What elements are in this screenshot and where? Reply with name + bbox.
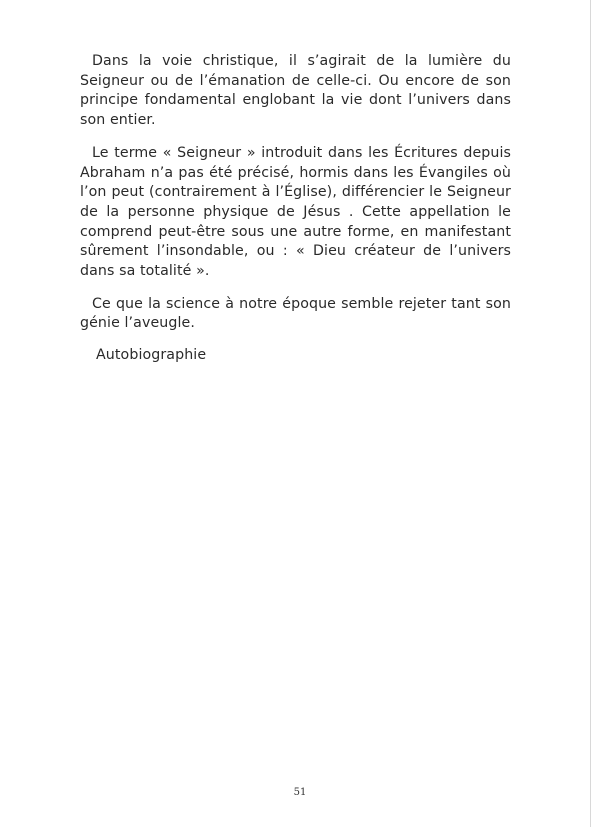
body-text xyxy=(80,52,511,366)
page-number: 51 xyxy=(293,787,307,798)
paragraph-1: Dans la voie christique, il s’agirait de la lumière du Seigneur ou de l’émanation de celle-ci. Ou encore de son principe fondamental englobant la vie dont l’univers dans son entier. xyxy=(80,53,511,129)
section-label: Autobiographie xyxy=(96,347,207,364)
paragraph-2: Le terme « Seigneur » introduit dans les Écritures depuis Abraham n’a pas été précisé, hormis dans les Évangiles où l’on peut (contrairement à l’Église), différencier le Seigneur de la personne physique de Jésus . Cette appellation le comprend peut-être sous une autre forme, en manifestant sûrement l’insondable, ou : « Dieu créateur de l’univers dans sa totalité ». xyxy=(80,144,511,280)
paragraph-3: Ce que la science à notre époque semble rejeter tant son génie l’aveugle. xyxy=(80,295,511,332)
